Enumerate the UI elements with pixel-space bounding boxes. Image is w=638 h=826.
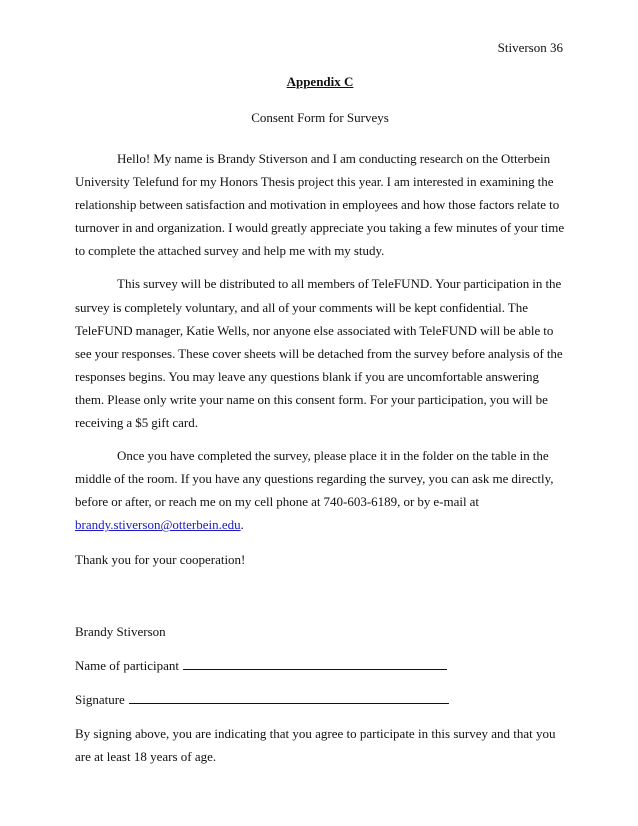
participant-name-blank[interactable] bbox=[183, 668, 447, 670]
paragraph-instructions-end: . bbox=[240, 517, 244, 533]
email-link[interactable]: brandy.stiverson@otterbein.edu bbox=[75, 517, 241, 533]
signature-label: Signature bbox=[75, 691, 125, 707]
agreement-statement: By signing above, you are indicating that you agree to participate in this survey and that you are at least 18 years of age. bbox=[75, 725, 556, 764]
paragraph-confidentiality: This survey will be distributed to all members of TeleFUND. Your participation in the survey is completely voluntary, and all of your comments will be kept confidential. The TeleFUND manager, Katie Wells, nor anyone else associated with TeleFUND will be able to see your responses. These cover sheets will be detached from the survey before analysis of the responses begins. You may leave any questions blank if you are uncomfortable answering them. Please only write your name on this consent form. For your participation, you will be receiving a $5 gift card. bbox=[75, 276, 563, 431]
participant-name-line bbox=[75, 654, 565, 677]
paragraph-instructions bbox=[75, 444, 565, 536]
thanks-line: Thank you for your cooperation! bbox=[75, 551, 246, 567]
paragraph-instructions-text: Once you have completed the survey, please place it in the folder on the table in the middle of the room. If you have any questions regarding the survey, you can ask me directly, before or after, or reach me on my cell phone at 740-603-6189, or by e-mail at bbox=[75, 448, 554, 510]
form-title: Consent Form for Surveys bbox=[251, 110, 389, 125]
signature-line bbox=[75, 688, 565, 711]
signer-name: Brandy Stiverson bbox=[75, 623, 166, 639]
participant-name-label: Name of participant bbox=[75, 657, 179, 673]
paragraph-introduction: Hello! My name is Brandy Stiverson and I am conducting research on the Otterbein University Telefund for my Honors Thesis project this year. I am interested in examining the relationship between satisfaction and motivation in employees and how those factors relate to turnover in and organization. I would greatly appreciate you taking a few minutes of your time to complete the attached survey and help me with my study. bbox=[75, 151, 565, 259]
document-body bbox=[75, 70, 565, 768]
appendix-title: Appendix C bbox=[286, 74, 354, 89]
signature-blank[interactable] bbox=[129, 702, 449, 704]
running-head: Stiverson 36 bbox=[497, 40, 563, 55]
